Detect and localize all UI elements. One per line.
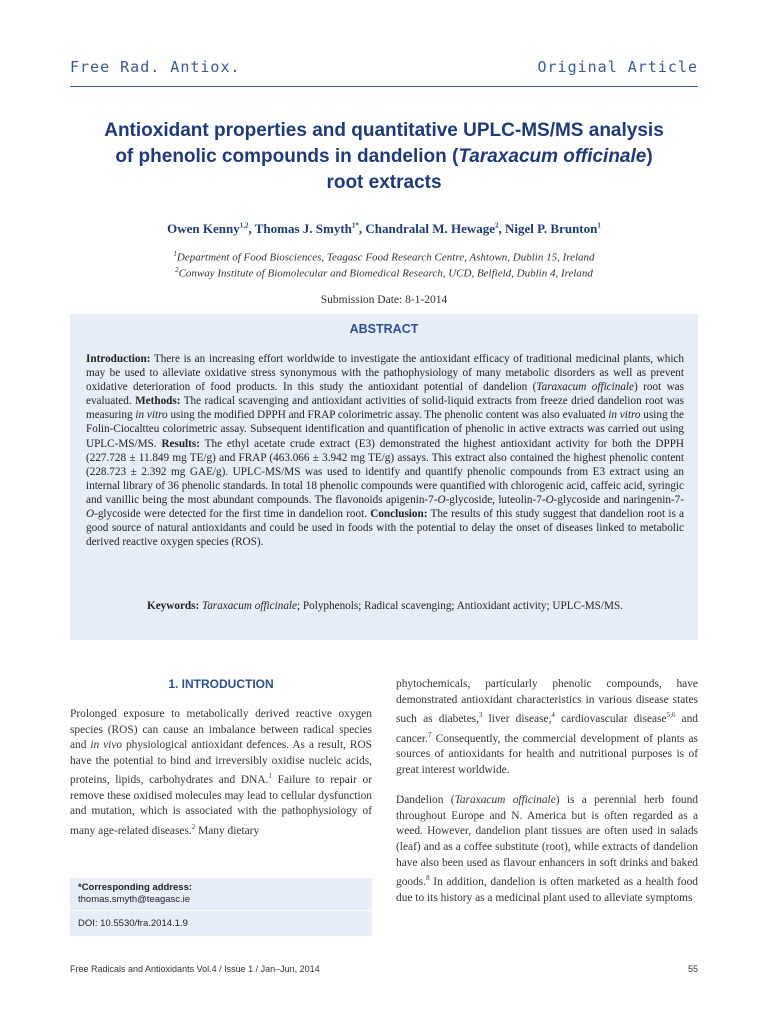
affiliation-1: $^1$Department of Food Biosciences, Teagasc Food Research Centre, Ashtown, Dublin 15, Ireland: [173, 250, 595, 264]
journal-name: Free Rad. Antiox.: [70, 58, 241, 76]
affiliation-2: $^2$Conway Institute of Biomolecular and Biomedical Research, UCD, Belfield, Dublin 4, Ireland: [175, 266, 593, 280]
right-column-text: [396, 677, 698, 906]
right-paragraph-1: phytochemicals, particularly phenolic compounds, have demonstrated antioxidant characteristics in various disease states such as diabetes,$^3$ liver disease,$^4$ cardiovascular disease$^{5,6}$ and cancer.$^7$ Consequently, the commercial development of plants as sources of antioxidants for health and nutritional purposes is of great interest worldwide.: [396, 678, 698, 776]
right-paragraph-2: Dandelion (Taraxacum officinale) is a perennial herb found throughout Europe and N. America but is often regarded as a weed. However, dandelion plant tissues are often used in salads (leaf) and as a coffee substitute (root), while extracts of dandelion have also been used as flavour enhancers in soft drinks and baked goods.$^8$ In addition, dandelion is often marketed as a health food due to its history as a medicinal plant used to alleviate symptoms: [396, 794, 698, 904]
corresponding-email[interactable]: thomas.smyth@teagasc.ie: [78, 893, 191, 905]
correspondence-divider: [70, 910, 372, 911]
left-column-text: Prolonged exposure to metabolically derived reactive oxygen species (ROS) can cause an imbalance between radical species and in vivo physiological antioxidant defences. As a result, ROS have the potential to bind and irreversibly oxidise nucleic acids, proteins, lipids, carbohydrates and DNA.$^1$ Failure to repair or remove these oxidised molecules may lead to cellular dysfunction and mutation, which is associated with the pathophysiology of many age-related diseases.$^2$ Many dietary: [70, 708, 373, 837]
article-type: Original Article: [537, 58, 698, 76]
header-rule: [70, 86, 698, 87]
corresponding-address: *Corresponding address: thomas.smyth@teagasc.ie: [78, 882, 193, 905]
footer-citation: Free Radicals and Antioxidants Vol.4 / Issue 1 / Jan–Jun, 2014: [70, 964, 320, 974]
abstract-text: Introduction: There is an increasing effort worldwide to investigate the antioxidant efficacy of traditional medicinal plants, which may be used to alleviate oxidative stress synonymous with the pathophysiology of many metabolic disorders as well as prevent oxidative deterioration of food products. In this study the antioxidant potential of dandelion (Taraxacum officinale) root was evaluated. Methods: The radical scavenging and antioxidant activities of solid-liquid extracts from freeze dried dandelion root was measuring in vitro using the modified DPPH and FRAP colorimetric assay. The phenolic content was also evaluated in vitro using the Folin-Ciocaltteu colorimetric assay. Subsequent identification and quantification of phenolic in active extracts was carried out using UPLC-MS/MS. Results: The ethyl acetate crude extract (E3) demonstrated the highest antioxidant activity for both the DPPH (227.728 ± 11.849 mg TE/g) and FRAP (463.066 ± 3.942 mg TE/g) assays. This extract also contained the highest phenolic content (228.723 ± 2.392 mg GAE/g). UPLC-MS/MS was used to identify and quantify phenolic compounds from E3 extract using an internal library of 36 phenolic standards. In total 18 phenolic compounds were quantified with chlorogenic acid, caffeic acid, syringic and vanillic being the most abundant compounds. The flavonoids apigenin-7-O-glycoside, luteolin-7-O-glycoside and naringenin-7-O-glycoside were detected for the first time in dandelion root. Conclusion: The results of this study suggest that dandelion root is a good source of natural antioxidants and could be used in foods with the potential to delay the onset of diseases linked to metabolic derived reactive oxygen species (ROS).: [86, 353, 685, 549]
doi[interactable]: DOI: 10.5530/fra.2014.1.9: [78, 918, 188, 929]
submission-date: Submission Date: 8-1-2014: [320, 294, 448, 306]
section-heading-introduction: 1. INTRODUCTION: [168, 677, 274, 691]
article-title: Antioxidant properties and quantitative UPLC-MS/MS analysis of phenolic compounds in dandelion (Taraxacum officinale) root extracts: [104, 120, 664, 193]
keywords: Keywords: Taraxacum officinale; Polyphenols; Radical scavenging; Antioxidant activity; UPLC-MS/MS.: [147, 600, 623, 612]
abstract-heading: ABSTRACT: [349, 322, 419, 336]
author-list: Owen Kenny$^{1,2}$, Thomas J. Smyth$^{1*}$, Chandralal M. Hewage$^2$, Nigel P. Brunton$^1$: [167, 221, 601, 236]
page-number: 55: [687, 964, 698, 974]
